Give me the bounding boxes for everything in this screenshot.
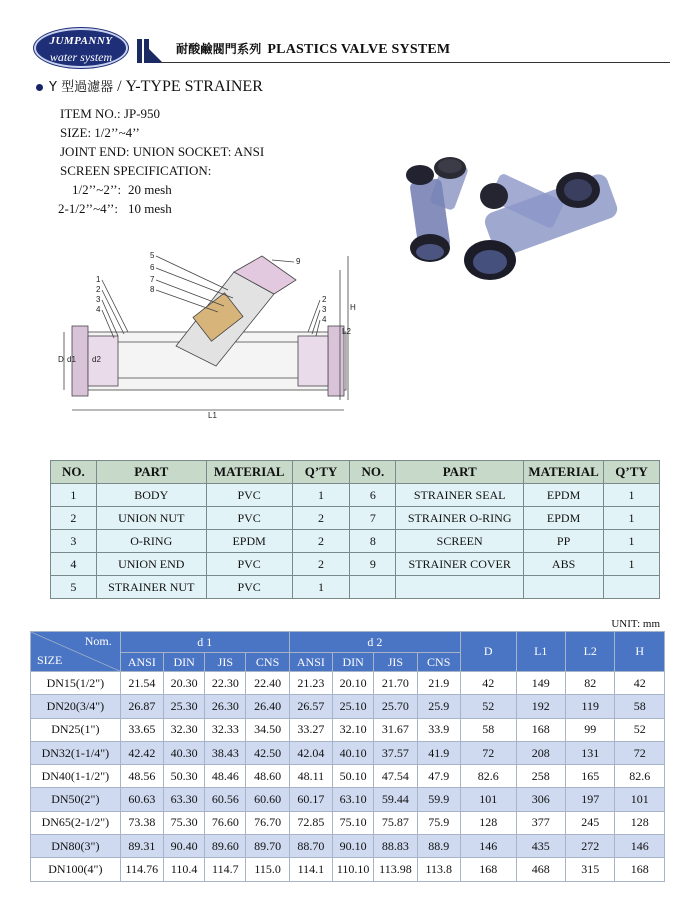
parts-cell: [604, 576, 660, 599]
product-photo: [392, 150, 662, 300]
spec-block: [60, 104, 264, 218]
parts-cell: BODY: [96, 484, 206, 507]
size-value-cell: 315: [566, 858, 615, 881]
nom-size-header: [31, 632, 121, 672]
size-value-cell: 63.10: [333, 788, 374, 811]
parts-cell: STRAINER SEAL: [396, 484, 524, 507]
size-value-cell: 113.98: [374, 858, 417, 881]
size-value-cell: 42: [460, 672, 516, 695]
parts-cell: O-RING: [96, 530, 206, 553]
dim-label-d1: d1: [67, 355, 76, 364]
spec-joint-end: JOINT END: UNION SOCKET: ANSI: [60, 144, 265, 159]
size-value-cell: 149: [516, 672, 565, 695]
size-value-cell: 245: [566, 811, 615, 834]
size-value-cell: 168: [460, 858, 516, 881]
logo-sub-text: water system: [49, 50, 113, 64]
parts-cell: 2: [292, 553, 350, 576]
size-value-cell: 37.57: [374, 741, 417, 764]
callout-right-2: 2: [322, 295, 327, 304]
parts-cell: SCREEN: [396, 530, 524, 553]
size-value-cell: 60.56: [205, 788, 246, 811]
size-value-cell: 377: [516, 811, 565, 834]
size-value-cell: 48.46: [205, 765, 246, 788]
section-title-zh: Y 型過濾器: [49, 80, 114, 95]
size-value-cell: 52: [460, 695, 516, 718]
header-title-zh: 耐酸鹼閥門系列: [176, 42, 262, 56]
d1-din-header: DIN: [163, 653, 204, 672]
header-mark-icon: [137, 39, 161, 63]
section-title: [36, 76, 263, 96]
size-nominal-cell: DN15(1/2"): [31, 672, 121, 695]
size-value-cell: 22.30: [205, 672, 246, 695]
size-value-cell: 114.1: [289, 858, 332, 881]
parts-cell: 3: [51, 530, 97, 553]
size-value-cell: 101: [615, 788, 665, 811]
d2-ansi-header: ANSI: [289, 653, 332, 672]
size-value-cell: 38.43: [205, 741, 246, 764]
size-value-cell: 131: [566, 741, 615, 764]
size-nominal-cell: DN50(2"): [31, 788, 121, 811]
size-value-cell: 75.30: [163, 811, 204, 834]
size-value-cell: 20.10: [333, 672, 374, 695]
size-value-cell: 146: [460, 835, 516, 858]
size-row: [31, 741, 665, 764]
size-value-cell: 42: [615, 672, 665, 695]
size-value-cell: 76.70: [246, 811, 289, 834]
size-value-cell: 32.10: [333, 718, 374, 741]
size-value-cell: 82.6: [615, 765, 665, 788]
nom-label: Nom.: [84, 634, 112, 648]
size-nominal-cell: DN25(1"): [31, 718, 121, 741]
size-nominal-cell: DN100(4"): [31, 858, 121, 881]
size-value-cell: 88.83: [374, 835, 417, 858]
size-table: [30, 631, 665, 882]
parts-cell: PVC: [206, 553, 292, 576]
h-header: H: [615, 632, 665, 672]
size-value-cell: 306: [516, 788, 565, 811]
size-value-cell: 115.0: [246, 858, 289, 881]
callout-left-2: 2: [96, 285, 101, 294]
size-value-cell: 50.30: [163, 765, 204, 788]
size-row: [31, 672, 665, 695]
size-value-cell: 90.10: [333, 835, 374, 858]
parts-cell: 8: [350, 530, 396, 553]
size-row: [31, 718, 665, 741]
logo-brand-text: JUMPANNY: [49, 35, 113, 47]
strainer-photo-left: [406, 157, 469, 262]
size-value-cell: 32.33: [205, 718, 246, 741]
size-row: [31, 835, 665, 858]
parts-cell: STRAINER O-RING: [396, 507, 524, 530]
size-value-cell: 48.60: [246, 765, 289, 788]
size-value-cell: 168: [516, 718, 565, 741]
parts-cell: 4: [51, 553, 97, 576]
parts-cell: 9: [350, 553, 396, 576]
spec-screen-heading: SCREEN SPECIFICATION:: [60, 163, 212, 178]
parts-cell: ABS: [524, 553, 604, 576]
parts-header-part: PART: [396, 461, 524, 484]
mesh-range-2: 2-1/2’’~4’’:: [58, 201, 118, 216]
size-value-cell: 22.40: [246, 672, 289, 695]
size-nominal-cell: DN40(1-1/2"): [31, 765, 121, 788]
size-value-cell: 168: [615, 858, 665, 881]
parts-row: [51, 553, 660, 576]
size-nominal-cell: DN32(1-1/4"): [31, 741, 121, 764]
size-label: SIZE: [37, 653, 63, 667]
parts-cell: [524, 576, 604, 599]
parts-cell: 6: [350, 484, 396, 507]
size-value-cell: 26.40: [246, 695, 289, 718]
spec-mesh-row-1: [60, 180, 264, 199]
parts-header-material: MATERIAL: [524, 461, 604, 484]
parts-row: [51, 484, 660, 507]
size-value-cell: 34.50: [246, 718, 289, 741]
size-value-cell: 75.10: [333, 811, 374, 834]
size-value-cell: 60.63: [120, 788, 163, 811]
parts-row: [51, 576, 660, 599]
parts-cell: 2: [292, 507, 350, 530]
parts-cell: 1: [604, 507, 660, 530]
size-row: [31, 788, 665, 811]
size-nominal-cell: DN80(3"): [31, 835, 121, 858]
callout-body-5: 5: [150, 251, 155, 260]
parts-table: [50, 460, 660, 599]
size-value-cell: 128: [460, 811, 516, 834]
d2-header: d 2: [289, 632, 460, 653]
header-title-en: PLASTICS VALVE SYSTEM: [267, 42, 451, 57]
spec-mesh-row-2: [60, 199, 264, 218]
size-value-cell: 89.60: [205, 835, 246, 858]
mesh-value-2: 10 mesh: [128, 201, 172, 216]
size-value-cell: 72.85: [289, 811, 332, 834]
spec-size: SIZE: 1/2’’~4’’: [60, 125, 140, 140]
parts-header-material: MATERIAL: [206, 461, 292, 484]
size-value-cell: 89.70: [246, 835, 289, 858]
size-value-cell: 40.30: [163, 741, 204, 764]
parts-cell: [350, 576, 396, 599]
d2-cns-header: CNS: [417, 653, 460, 672]
size-value-cell: 42.42: [120, 741, 163, 764]
size-value-cell: 76.60: [205, 811, 246, 834]
parts-cell: PVC: [206, 507, 292, 530]
dim-label-d: D: [58, 355, 64, 364]
callout-right-4: 4: [322, 315, 327, 324]
size-row: [31, 695, 665, 718]
section-title-en: / Y-TYPE STRAINER: [117, 78, 263, 95]
brand-logo: [34, 28, 128, 68]
size-value-cell: 25.70: [374, 695, 417, 718]
size-value-cell: 60.60: [246, 788, 289, 811]
size-row: [31, 765, 665, 788]
size-value-cell: 73.38: [120, 811, 163, 834]
callout-body-7: 7: [150, 275, 155, 284]
dim-label-h: H: [350, 303, 356, 312]
l2-header: L2: [566, 632, 615, 672]
parts-cell: EPDM: [524, 484, 604, 507]
size-value-cell: 21.70: [374, 672, 417, 695]
parts-cell: EPDM: [524, 507, 604, 530]
parts-cell: 2: [292, 530, 350, 553]
size-value-cell: 52: [615, 718, 665, 741]
size-value-cell: 25.9: [417, 695, 460, 718]
size-row: [31, 858, 665, 881]
parts-cell: STRAINER COVER: [396, 553, 524, 576]
size-value-cell: 20.30: [163, 672, 204, 695]
size-value-cell: 101: [460, 788, 516, 811]
size-value-cell: 41.9: [417, 741, 460, 764]
parts-row: [51, 507, 660, 530]
parts-cell: UNION END: [96, 553, 206, 576]
size-value-cell: 21.23: [289, 672, 332, 695]
d1-ansi-header: ANSI: [120, 653, 163, 672]
parts-cell: STRAINER NUT: [96, 576, 206, 599]
size-value-cell: 58: [615, 695, 665, 718]
size-value-cell: 468: [516, 858, 565, 881]
size-value-cell: 110.10: [333, 858, 374, 881]
spec-item-no: ITEM NO.: JP-950: [60, 106, 161, 121]
size-value-cell: 82: [566, 672, 615, 695]
unit-label: UNIT: mm: [611, 618, 660, 630]
parts-cell: EPDM: [206, 530, 292, 553]
size-value-cell: 75.9: [417, 811, 460, 834]
size-value-cell: 59.44: [374, 788, 417, 811]
size-value-cell: 42.50: [246, 741, 289, 764]
size-value-cell: 114.76: [120, 858, 163, 881]
size-nominal-cell: DN65(2-1/2"): [31, 811, 121, 834]
size-value-cell: 26.30: [205, 695, 246, 718]
size-value-cell: 119: [566, 695, 615, 718]
callout-body-9: 9: [296, 257, 301, 266]
size-value-cell: 72: [460, 741, 516, 764]
parts-cell: 7: [350, 507, 396, 530]
size-value-cell: 33.65: [120, 718, 163, 741]
size-value-cell: 50.10: [333, 765, 374, 788]
size-value-cell: 165: [566, 765, 615, 788]
callout-body-6: 6: [150, 263, 155, 272]
size-value-cell: 33.27: [289, 718, 332, 741]
size-value-cell: 25.10: [333, 695, 374, 718]
size-value-cell: 59.9: [417, 788, 460, 811]
d2-din-header: DIN: [333, 653, 374, 672]
callout-right-3: 3: [322, 305, 327, 314]
size-value-cell: 33.9: [417, 718, 460, 741]
dim-label-l1: L1: [208, 411, 217, 420]
parts-header-no: NO.: [350, 461, 396, 484]
size-value-cell: 99: [566, 718, 615, 741]
size-value-cell: 72: [615, 741, 665, 764]
dim-label-l2: L2: [342, 327, 351, 336]
size-value-cell: 114.7: [205, 858, 246, 881]
d-header: D: [460, 632, 516, 672]
parts-header-row: [51, 461, 660, 484]
size-value-cell: 58: [460, 718, 516, 741]
callout-body-8: 8: [150, 285, 155, 294]
d1-header: d 1: [120, 632, 289, 653]
size-value-cell: 192: [516, 695, 565, 718]
parts-cell: 5: [51, 576, 97, 599]
mesh-value-1: 20 mesh: [128, 182, 172, 197]
callout-left-3: 3: [96, 295, 101, 304]
d1-jis-header: JIS: [205, 653, 246, 672]
size-value-cell: 258: [516, 765, 565, 788]
header-title: [176, 40, 450, 58]
size-value-cell: 208: [516, 741, 565, 764]
parts-cell: [396, 576, 524, 599]
callout-left-1: 1: [96, 275, 101, 284]
size-value-cell: 26.57: [289, 695, 332, 718]
size-value-cell: 90.40: [163, 835, 204, 858]
size-value-cell: 31.67: [374, 718, 417, 741]
size-nominal-cell: DN20(3/4"): [31, 695, 121, 718]
size-value-cell: 47.54: [374, 765, 417, 788]
size-value-cell: 272: [566, 835, 615, 858]
parts-cell: 1: [292, 484, 350, 507]
size-value-cell: 88.9: [417, 835, 460, 858]
parts-cell: 1: [292, 576, 350, 599]
callout-left-4: 4: [96, 305, 101, 314]
parts-cell: PVC: [206, 576, 292, 599]
technical-drawing: [58, 250, 358, 422]
d2-jis-header: JIS: [374, 653, 417, 672]
size-value-cell: 75.87: [374, 811, 417, 834]
parts-header-qty: Q’TY: [604, 461, 660, 484]
size-value-cell: 48.56: [120, 765, 163, 788]
size-value-cell: 113.8: [417, 858, 460, 881]
size-value-cell: 63.30: [163, 788, 204, 811]
size-value-cell: 197: [566, 788, 615, 811]
parts-cell: 1: [604, 484, 660, 507]
size-value-cell: 110.4: [163, 858, 204, 881]
header-divider: [160, 62, 670, 63]
parts-cell: PP: [524, 530, 604, 553]
size-value-cell: 89.31: [120, 835, 163, 858]
mesh-range-1: 1/2’’~2’’:: [72, 182, 122, 197]
size-value-cell: 21.9: [417, 672, 460, 695]
size-value-cell: 42.04: [289, 741, 332, 764]
size-value-cell: 40.10: [333, 741, 374, 764]
size-value-cell: 88.70: [289, 835, 332, 858]
l1-header: L1: [516, 632, 565, 672]
parts-cell: 1: [604, 553, 660, 576]
parts-cell: 1: [604, 530, 660, 553]
d1-cns-header: CNS: [246, 653, 289, 672]
parts-header-qty: Q’TY: [292, 461, 350, 484]
strainer-photo-right: [464, 171, 620, 280]
dim-label-d2: d2: [92, 355, 101, 364]
size-row: [31, 811, 665, 834]
size-value-cell: 26.87: [120, 695, 163, 718]
size-value-cell: 25.30: [163, 695, 204, 718]
parts-row: [51, 530, 660, 553]
size-value-cell: 128: [615, 811, 665, 834]
parts-cell: UNION NUT: [96, 507, 206, 530]
size-value-cell: 60.17: [289, 788, 332, 811]
size-header-row-1: [31, 632, 665, 653]
size-value-cell: 435: [516, 835, 565, 858]
size-value-cell: 47.9: [417, 765, 460, 788]
size-value-cell: 21.54: [120, 672, 163, 695]
size-value-cell: 146: [615, 835, 665, 858]
parts-header-part: PART: [96, 461, 206, 484]
parts-cell: 1: [51, 484, 97, 507]
parts-header-no: NO.: [51, 461, 97, 484]
parts-cell: PVC: [206, 484, 292, 507]
size-value-cell: 32.30: [163, 718, 204, 741]
parts-cell: 2: [51, 507, 97, 530]
size-value-cell: 48.11: [289, 765, 332, 788]
bullet-icon: [36, 84, 43, 91]
size-value-cell: 82.6: [460, 765, 516, 788]
